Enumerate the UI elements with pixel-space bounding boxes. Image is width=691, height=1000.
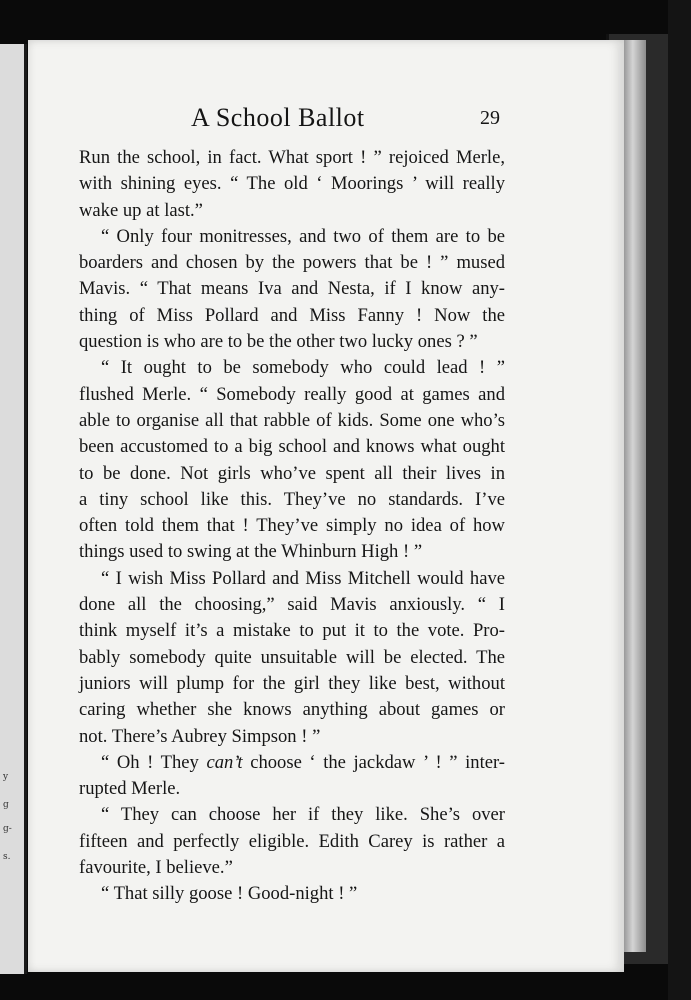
text-fragment: choose ‘ the jackdaw ’ ! ” inter- bbox=[242, 751, 505, 773]
page-block-edge bbox=[624, 40, 646, 952]
margin-fragment: s. bbox=[3, 852, 11, 862]
book-page bbox=[28, 40, 624, 972]
text-line: with shining eyes. “ The old ‘ Moorings ’ will really bbox=[79, 173, 505, 195]
margin-fragment: g- bbox=[3, 824, 12, 834]
text-line: thing of Miss Pollard and Miss Fanny ! Now the bbox=[79, 304, 505, 326]
text-line: “ Only four monitresses, and two of them are to be bbox=[101, 225, 505, 247]
text-line: Run the school, in fact. What sport ! ” rejoiced Merle, bbox=[79, 147, 505, 168]
page-number: 29 bbox=[480, 107, 500, 129]
text-line: able to organise all that rabble of kids. Some one who’s bbox=[79, 409, 505, 431]
text-line: question is who are to be the other two lucky ones ? ” bbox=[79, 331, 478, 353]
text-line: often told them that ! They’ve simply no idea of how bbox=[79, 515, 505, 537]
margin-fragment: y bbox=[3, 772, 9, 782]
text-line: “ It ought to be somebody who could lead ! ” bbox=[101, 357, 505, 379]
text-line-emphasis bbox=[79, 750, 505, 776]
text-line: a tiny school like this. They’ve no standards. I’ve bbox=[79, 488, 505, 510]
running-title: A School Ballot bbox=[191, 103, 365, 132]
text-line: to be done. Not girls who’ve spent all their lives in bbox=[79, 462, 505, 484]
text-line: juniors will plump for the girl they like best, without bbox=[79, 672, 505, 694]
text-line: think myself it’s a mistake to put it to the vote. Pro- bbox=[79, 620, 505, 642]
previous-page-edge bbox=[0, 44, 27, 974]
margin-fragment: g bbox=[3, 800, 9, 810]
body-text bbox=[79, 145, 505, 908]
text-line: rupted Merle. bbox=[79, 778, 181, 800]
text-line: wake up at last.” bbox=[79, 199, 203, 221]
text-line: not. There’s Aubrey Simpson ! ” bbox=[79, 725, 321, 747]
text-line: Mavis. “ That means Iva and Nesta, if I know any- bbox=[79, 278, 505, 300]
text-line: been accustomed to a big school and knows what ought bbox=[79, 436, 505, 458]
background-edge bbox=[668, 0, 691, 1000]
text-line: boarders and chosen by the powers that be ! ” mused bbox=[79, 252, 505, 274]
text-line: “ I wish Miss Pollard and Miss Mitchell would have bbox=[101, 567, 505, 589]
text-line: done all the choosing,” said Mavis anxiously. “ I bbox=[79, 594, 505, 616]
text-line: fifteen and perfectly eligible. Edith Carey is rather a bbox=[79, 830, 505, 852]
running-head bbox=[28, 103, 624, 135]
emphasized-word: can’t bbox=[206, 751, 243, 773]
text-fragment: “ Oh ! They bbox=[101, 751, 207, 773]
text-line: “ They can choose her if they like. She’s over bbox=[101, 804, 505, 826]
text-line: flushed Merle. “ Somebody really good at games and bbox=[79, 383, 505, 405]
text-line: things used to swing at the Whinburn High ! ” bbox=[79, 541, 423, 563]
text-line: bably somebody quite unsuitable will be elected. The bbox=[79, 646, 505, 668]
text-line: “ That silly goose ! Good-night ! ” bbox=[101, 883, 358, 905]
text-line: favourite, I believe.” bbox=[79, 857, 233, 879]
text-line: caring whether she knows anything about games or bbox=[79, 699, 505, 721]
